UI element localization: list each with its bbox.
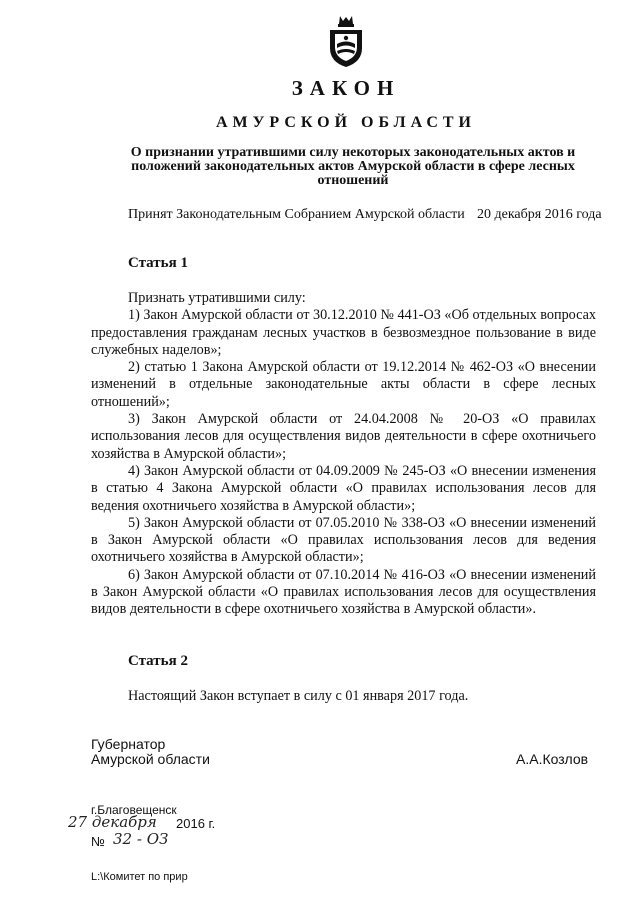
document-subject: О признании утратившими силу некоторых законодательных актов и положений законодательных актов Амурской области в сфере лесных отношений <box>130 145 576 188</box>
footer-file-path: L:\Комитет по прир <box>91 871 188 883</box>
footer-date-printed: 2016 г. <box>176 816 216 831</box>
list-item: 6) Закон Амурской области от 07.10.2014 № 416-ОЗ «О внесении изменений в Закон Амурской области «О правилах использования лесов для осуществления видов деятельности в сфере охотничьего хозяйства в Амурской области». <box>91 566 596 618</box>
article-2-heading: Статья 2 <box>128 653 188 669</box>
article-1-body <box>91 290 596 619</box>
article-1-intro: Признать утратившими силу: <box>128 290 306 306</box>
footer-date-handwritten: 27 декабря <box>68 813 157 831</box>
signatory-position-line2: Амурской области <box>91 751 210 767</box>
adoption-date: 20 декабря 2016 года <box>477 207 602 222</box>
signatory-position <box>91 737 210 767</box>
footer-city: г.Благовещенск <box>91 803 177 817</box>
signatory-position-line1: Губернатор <box>91 736 166 752</box>
article-2-body <box>91 688 596 705</box>
article-1-heading: Статья 1 <box>128 255 188 271</box>
coat-of-arms-emblem <box>326 14 366 68</box>
list-item: 4) Закон Амурской области от 04.09.2009 № 245-ОЗ «О внесении изменения в статью 4 Закона Амурской области «О правилах использования лесов для ведения охотничьего хозяйства в Амурской области»; <box>91 462 596 514</box>
footer-number-prefix: № <box>91 834 105 849</box>
list-item: 5) Закон Амурской области от 07.05.2010 № 338-ОЗ «О внесении изменений в Закон Амурской области «О правилах использования лесов для ведения охотничьего хозяйства в Амурской области»; <box>91 514 596 566</box>
footer-number-handwritten: 32 - ОЗ <box>113 830 169 848</box>
list-item: 1) Закон Амурской области от 30.12.2010 № 441-ОЗ «Об отдельных вопросах предоставления гражданам лесных участков в безвозмездное пользование в виде служебных наделов»; <box>91 307 596 358</box>
article-2-text: Настоящий Закон вступает в силу с 01 января 2017 года. <box>128 688 469 704</box>
document-region: АМУРСКОЙ ОБЛАСТИ <box>216 114 476 131</box>
list-item: 3) Закон Амурской области от 24.04.2008 № 20-ОЗ «О правилах использования лесов для осуществления видов деятельности в сфере охотничьего хозяйства в Амурской области»; <box>91 411 596 462</box>
list-item: 2) статью 1 Закона Амурской области от 19.12.2014 № 462-ОЗ «О внесении изменений в отдельные законодательные акты области в сфере лесных отношений»; <box>91 359 596 410</box>
adoption-text: Принят Законодательным Собранием Амурской области <box>128 207 465 222</box>
document-title: ЗАКОН <box>291 76 401 100</box>
signatory-name: А.А.Козлов <box>516 751 589 767</box>
emblem-icon <box>326 14 366 68</box>
